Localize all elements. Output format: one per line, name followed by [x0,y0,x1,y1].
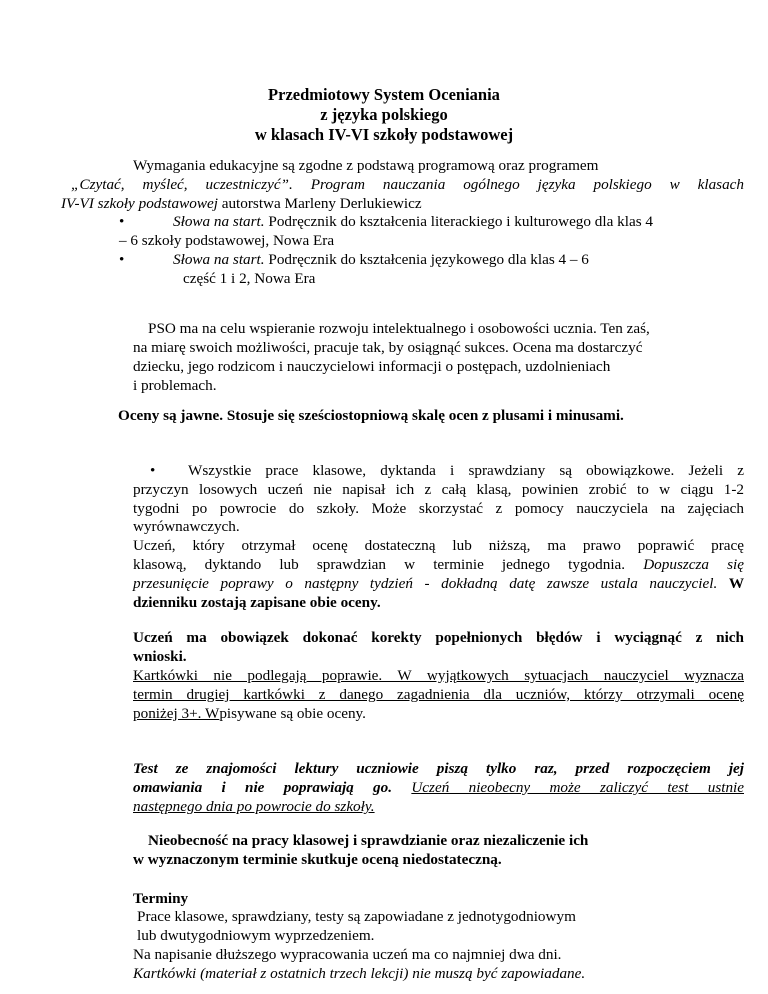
bullet-1: • [119,213,125,230]
test-line-3: następnego dnia po powrocie do szkoły. [133,798,375,815]
test-line-1: Test ze znajomości lektury uczniowie piszą tylko raz, przed rozpoczęciem jej [133,760,744,777]
bullet-2: • [119,251,125,268]
title-line-3: w klasach IV-VI szkoły podstawowej [254,125,514,144]
terms-line-2: lub dwutygodniowym wyprzedzeniem. [137,927,375,944]
corrections-line-3: Kartkówki nie podlegają poprawie. W wyjątkowych sytuacjach nauczyciel wyznacza [133,667,744,684]
works-line-8: dzienniku zostają zapisane obie oceny. [133,594,381,611]
terms-line-4: Kartkówki (materiał z ostatnich trzech lekcji) nie muszą być zapowiadane. [133,965,586,982]
terms-line-3: Na napisanie dłuższego wypracowania uczeń ma co najmniej dwa dni. [133,946,562,963]
works-line-6: klasową, dyktando lub sprawdzian w terminie jednego tygodnia. Dopuszcza się [133,556,745,573]
grades-statement: Oceny są jawne. Stosuje się sześciostopniową skalę ocen z plusami i minusami. [118,407,624,424]
intro-bullet-1: Słowa na start. Podręcznik do kształcenia literackiego i kulturowego dla klas 4 [173,213,654,230]
pso-line-1: PSO ma na celu wspieranie rozwoju intelektualnego i osobowości ucznia. Ten zaś, [148,320,650,337]
pso-line-4: i problemach. [133,377,217,394]
works-line-2: przyczyn losowych uczeń nie napisał ich z całą klasą, powinien zrobić to w ciągu 1-2 [133,481,744,498]
intro-line-1: Wymagania edukacyjne są zgodne z podstawą programową oraz programem [133,157,599,174]
intro-bullet-1-cont: – 6 szkoły podstawowej, Nowa Era [119,232,335,249]
terms-heading: Terminy [133,890,189,907]
works-line-5: Uczeń, który otrzymał ocenę dostateczną lub niższą, ma prawo poprawić pracę [133,537,744,554]
test-line-2: omawiania i nie poprawiają go. Uczeń nieobecny może zaliczyć test ustnie [133,779,744,796]
intro-bullet-2: Słowa na start. Podręcznik do kształcenia językowego dla klas 4 – 6 [173,251,589,268]
corrections-line-5: poniżej 3+. Wpisywane są obie oceny. [133,705,366,722]
intro-line-3: IV-VI szkoły podstawowej autorstwa Marleny Derlukiewicz [61,195,422,212]
pso-line-2: na miarę swoich możliwości, pracuje tak, by osiągnąć sukces. Ocena ma dostarczyć [133,339,643,356]
intro-bullet-2-cont: część 1 i 2, Nowa Era [183,270,316,287]
works-line-7: przesunięcie poprawy o następny tydzień - dokładną datę zawsze ustala nauczyciel. W [133,575,744,592]
corrections-line-1: Uczeń ma obowiązek dokonać korekty popełnionych błędów i wyciągnąć z nich [133,629,744,646]
pso-line-3: dziecku, jego rodzicom i nauczycielowi informacji o postępach, uzdolnieniach [133,358,611,375]
intro-line-2: „Czytać, myśleć, uczestniczyć”. Program nauczania ogólnego języka polskiego w klasach [71,176,744,193]
absence-line-1: Nieobecność na pracy klasowej i sprawdzianie oraz niezaliczenie ich [148,832,589,849]
works-bullet: • [150,462,156,479]
works-line-3: tygodni po powrocie do szkoły. Może skorzystać z pomocy nauczyciela na zajęciach [133,500,744,517]
title-line-1: Przedmiotowy System Oceniania [268,85,500,104]
works-line-1: Wszystkie prace klasowe, dyktanda i sprawdziany są obowiązkowe. Jeżeli z [188,462,744,479]
terms-line-1: Prace klasowe, sprawdziany, testy są zapowiadane z jednotygodniowym [137,908,576,925]
works-line-4: wyrównawczych. [133,518,240,535]
title-line-2: z języka polskiego [320,105,448,124]
corrections-line-2: wnioski. [133,648,187,665]
absence-line-2: w wyznaczonym terminie skutkuje oceną niedostateczną. [133,851,502,868]
corrections-line-4: termin drugiej kartkówki z danego zagadnienia dla uczniów, którzy otrzymali ocenę [133,686,744,703]
